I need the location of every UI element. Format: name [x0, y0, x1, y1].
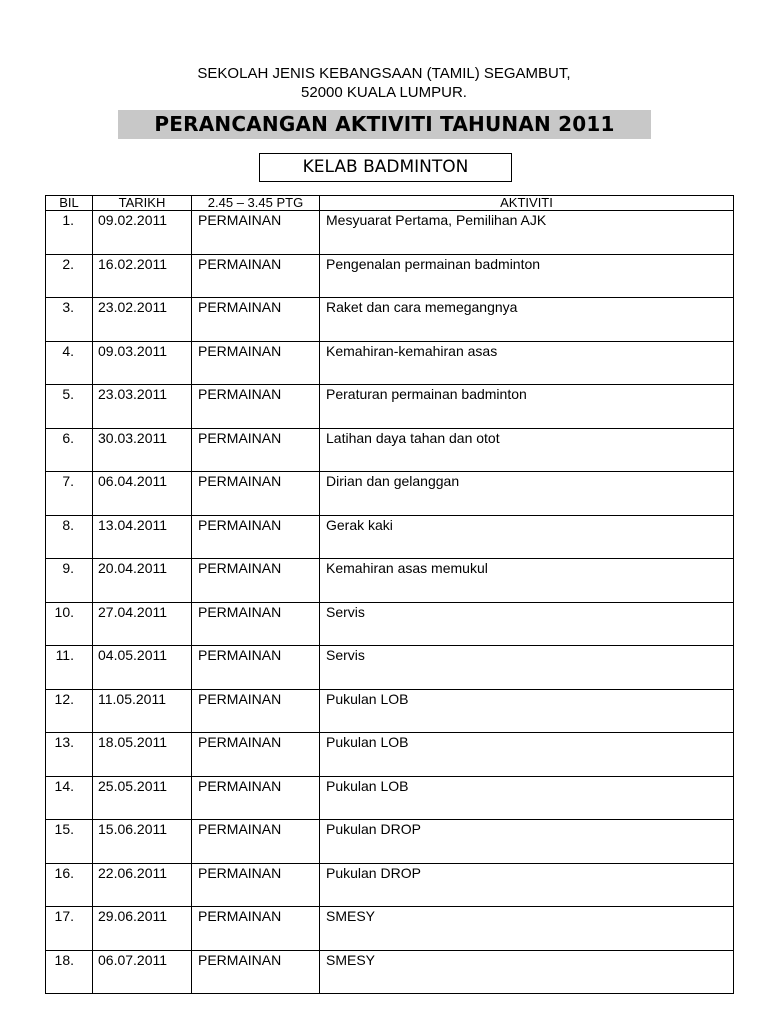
table-header [46, 196, 734, 211]
column-header-tarikh: TARIKH [93, 196, 192, 211]
row-number: 10. [46, 602, 93, 646]
row-number: 11. [46, 646, 93, 690]
row-activity: Raket dan cara memegangnya [320, 298, 734, 342]
table-row [46, 341, 734, 385]
row-activity: Pengenalan permainan badminton [320, 254, 734, 298]
row-activity: SMESY [320, 950, 734, 994]
table-row [46, 428, 734, 472]
row-date: 29.06.2011 [93, 907, 192, 951]
row-time-slot: PERMAINAN [192, 515, 320, 559]
table-row [46, 820, 734, 864]
column-header-time: 2.45 – 3.45 PTG [192, 196, 320, 211]
plan-title: PERANCANGAN AKTIVITI TAHUNAN 2011 [118, 110, 651, 139]
table-row [46, 472, 734, 516]
row-time-slot: PERMAINAN [192, 559, 320, 603]
row-number: 7. [46, 472, 93, 516]
row-date: 22.06.2011 [93, 863, 192, 907]
row-time-slot: PERMAINAN [192, 776, 320, 820]
row-time-slot: PERMAINAN [192, 428, 320, 472]
table-row [46, 385, 734, 429]
table-row [46, 733, 734, 777]
row-date: 09.03.2011 [93, 341, 192, 385]
table-row [46, 689, 734, 733]
row-date: 18.05.2011 [93, 733, 192, 777]
row-time-slot: PERMAINAN [192, 950, 320, 994]
table-row [46, 602, 734, 646]
row-activity: Dirian dan gelanggan [320, 472, 734, 516]
row-number: 15. [46, 820, 93, 864]
row-activity: Pukulan DROP [320, 863, 734, 907]
table-row [46, 254, 734, 298]
column-header-aktiviti: AKTIVITI [320, 196, 734, 211]
club-name-box: KELAB BADMINTON [259, 153, 512, 182]
row-activity: Peraturan permainan badminton [320, 385, 734, 429]
row-date: 27.04.2011 [93, 602, 192, 646]
table-header-row [46, 196, 734, 211]
row-activity: Pukulan LOB [320, 689, 734, 733]
row-time-slot: PERMAINAN [192, 863, 320, 907]
row-number: 3. [46, 298, 93, 342]
table-row [46, 298, 734, 342]
row-number: 6. [46, 428, 93, 472]
table-body [46, 211, 734, 994]
column-header-bil: BIL [46, 196, 93, 211]
row-date: 04.05.2011 [93, 646, 192, 690]
row-activity: Pukulan DROP [320, 820, 734, 864]
row-date: 06.07.2011 [93, 950, 192, 994]
activity-plan-table [45, 195, 734, 994]
row-number: 14. [46, 776, 93, 820]
table-row [46, 863, 734, 907]
row-number: 16. [46, 863, 93, 907]
row-activity: Kemahiran-kemahiran asas [320, 341, 734, 385]
row-time-slot: PERMAINAN [192, 385, 320, 429]
row-time-slot: PERMAINAN [192, 646, 320, 690]
table-row [46, 559, 734, 603]
row-date: 13.04.2011 [93, 515, 192, 559]
row-activity: Servis [320, 646, 734, 690]
row-time-slot: PERMAINAN [192, 820, 320, 864]
row-time-slot: PERMAINAN [192, 907, 320, 951]
row-activity: Pukulan LOB [320, 733, 734, 777]
row-date: 16.02.2011 [93, 254, 192, 298]
row-number: 12. [46, 689, 93, 733]
row-activity: Mesyuarat Pertama, Pemilihan AJK [320, 211, 734, 255]
table-row [46, 515, 734, 559]
row-date: 20.04.2011 [93, 559, 192, 603]
row-activity: Gerak kaki [320, 515, 734, 559]
school-address: 52000 KUALA LUMPUR. [301, 84, 467, 101]
row-time-slot: PERMAINAN [192, 472, 320, 516]
row-date: 09.02.2011 [93, 211, 192, 255]
row-date: 25.05.2011 [93, 776, 192, 820]
row-date: 11.05.2011 [93, 689, 192, 733]
row-date: 23.02.2011 [93, 298, 192, 342]
row-time-slot: PERMAINAN [192, 298, 320, 342]
row-activity: SMESY [320, 907, 734, 951]
table-row [46, 950, 734, 994]
row-number: 18. [46, 950, 93, 994]
row-time-slot: PERMAINAN [192, 733, 320, 777]
table-row [46, 907, 734, 951]
row-time-slot: PERMAINAN [192, 689, 320, 733]
row-number: 17. [46, 907, 93, 951]
row-activity: Latihan daya tahan dan otot [320, 428, 734, 472]
row-time-slot: PERMAINAN [192, 341, 320, 385]
row-date: 15.06.2011 [93, 820, 192, 864]
row-time-slot: PERMAINAN [192, 211, 320, 255]
table-row [46, 776, 734, 820]
row-date: 30.03.2011 [93, 428, 192, 472]
row-activity: Pukulan LOB [320, 776, 734, 820]
table-row [46, 646, 734, 690]
row-number: 5. [46, 385, 93, 429]
row-number: 4. [46, 341, 93, 385]
school-name: SEKOLAH JENIS KEBANGSAAN (TAMIL) SEGAMBUT, [197, 65, 571, 82]
row-number: 2. [46, 254, 93, 298]
row-date: 06.04.2011 [93, 472, 192, 516]
row-number: 8. [46, 515, 93, 559]
row-time-slot: PERMAINAN [192, 602, 320, 646]
table-row [46, 211, 734, 255]
row-date: 23.03.2011 [93, 385, 192, 429]
row-activity: Servis [320, 602, 734, 646]
row-activity: Kemahiran asas memukul [320, 559, 734, 603]
row-time-slot: PERMAINAN [192, 254, 320, 298]
row-number: 13. [46, 733, 93, 777]
row-number: 9. [46, 559, 93, 603]
row-number: 1. [46, 211, 93, 255]
